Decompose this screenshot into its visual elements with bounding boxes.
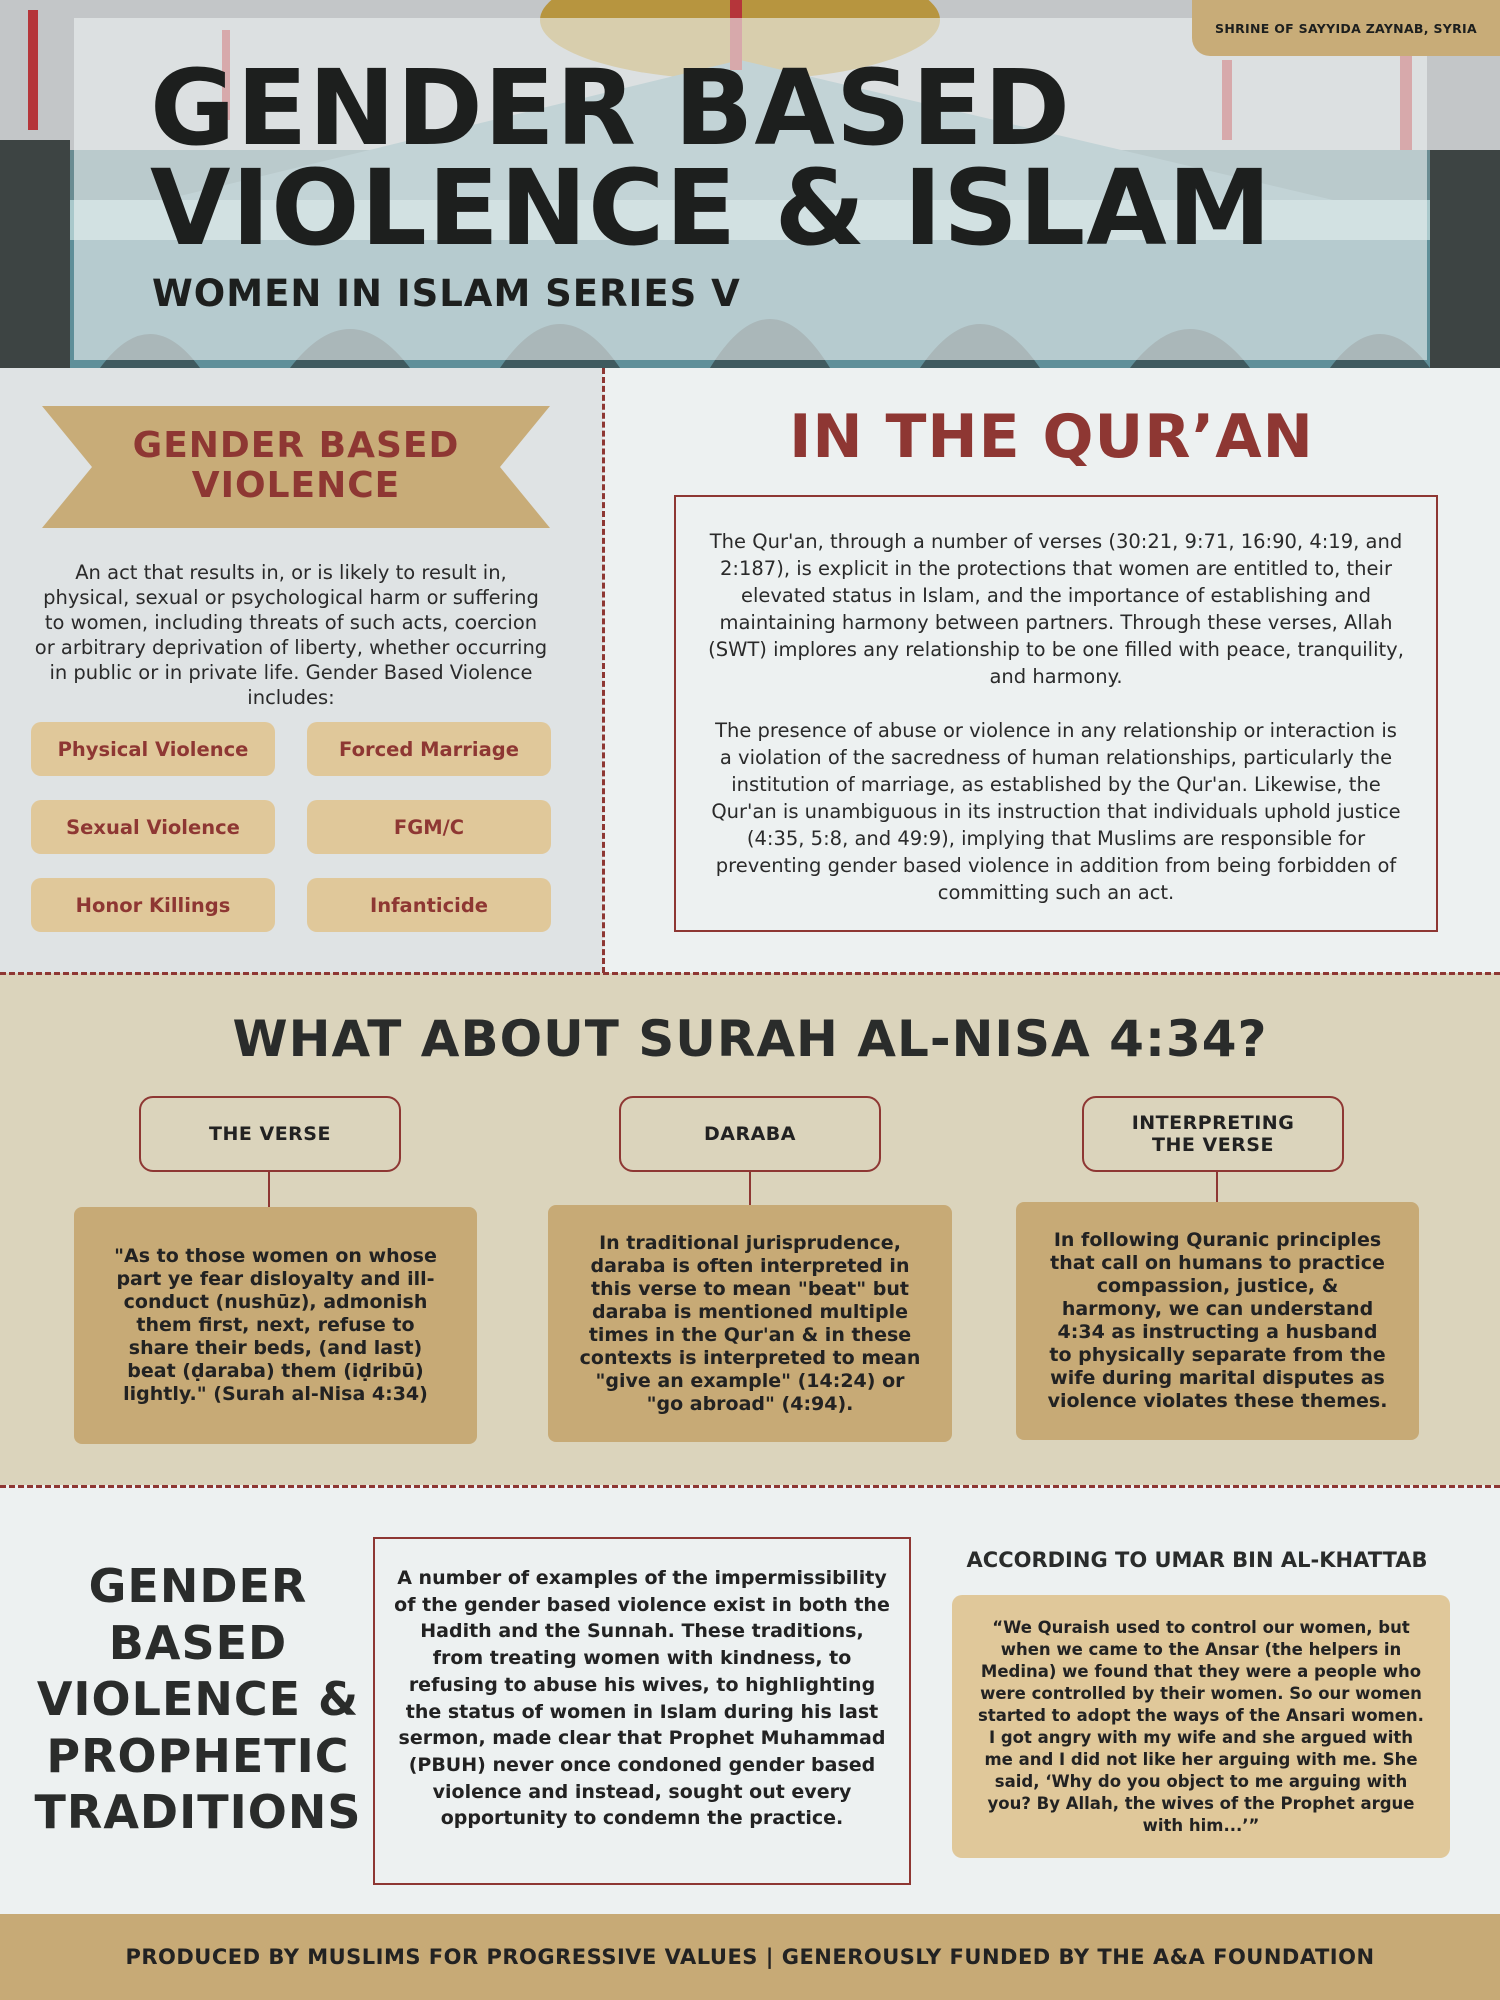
connector-daraba — [749, 1172, 751, 1205]
type-honor-killings: Honor Killings — [31, 878, 275, 932]
quran-paragraph-2: The presence of abuse or violence in any relationship or interaction is a violation of the sacredness of human relationships, particularly the institution of marriage, as established by the Qur'an. Likewise, the Qur'an is unambiguous in its instruction that individuals uphold justice (4:35, 5:8, and 49:9), implying that Muslims are responsible for preventing gender based violence in addition from being forbidden of committing such an act. — [711, 719, 1401, 904]
type-forced-marriage: Forced Marriage — [307, 722, 551, 776]
gbv-heading — [42, 426, 550, 506]
prophetic-traditions-heading — [30, 1558, 366, 1841]
card-interpreting-the-verse: In following Quranic principles that call on humans to practice compassion, justice, & harmony, we can understand 4:34 as instructing a husband to physically separate from the wife during marital disputes as violence violates these themes. — [1016, 1202, 1419, 1440]
page-title — [150, 47, 1300, 269]
gbv-heading-line-2: VIOLENCE — [191, 465, 401, 506]
prophetic-heading-line-1: GENDER — [88, 1559, 308, 1613]
prophetic-heading-line-4: PROPHETIC — [46, 1728, 350, 1783]
label-interpreting-the-verse: INTERPRETING THE VERSE — [1082, 1096, 1344, 1172]
location-tag: SHRINE OF SAYYIDA ZAYNAB, SYRIA — [1192, 0, 1500, 56]
prophetic-heading-line-5: TRADITIONS — [34, 1785, 362, 1839]
gbv-definition: An act that results in, or is likely to result in, physical, sexual or psychological harm or suffering to women, including threats of such acts, coercion or arbitrary deprivation of liberty, whether occurring in public or in private life. Gender Based Violence includes: — [34, 561, 548, 709]
umar-quote-heading: ACCORDING TO UMAR BIN AL-KHATTAB — [966, 1548, 1428, 1572]
quran-paragraph-1: The Qur'an, through a number of verses (30:21, 9:71, 16:90, 4:19, and 2:187), is explicit in the protections that women are entitled to, their elevated status in Islam, and the importance of establishing and maintaining harmony between partners. Through these verses, Allah (SWT) implores any relationship to be one filled with peace, tranquility, and harmony. — [708, 530, 1404, 688]
umar-quote-card: “We Quraish used to control our women, but when we came to the Ansar (the helpers in Medina) we found that they were a people who were controlled by their women. So our women started to adopt the ways of the Ansari women. I got angry with my wife and she argued with me and I did not like her arguing with me. She said, ‘Why do you object to me arguing with you? By Allah, the wives of the Prophet argue with him...’” — [952, 1595, 1450, 1858]
type-fgm-c: FGM/C — [307, 800, 551, 854]
quran-heading: IN THE QUR’AN — [789, 402, 1314, 472]
page-subtitle: WOMEN IN ISLAM SERIES V — [152, 272, 741, 315]
type-sexual-violence: Sexual Violence — [31, 800, 275, 854]
connector-the-verse — [268, 1172, 270, 1207]
title-line-2: VIOLENCE & ISLAM — [150, 147, 1273, 269]
hadith-text: A number of examples of the impermissibility of the gender based violence exist in both the Hadith and the Sunnah. These traditions, from treating women with kindness, to refusing to abuse his wives, to highlighting the status of women in Islam during his last sermon, made clear that Prophet Muhammad (PBUH) never once condoned gender based violence and instead, sought out every opportunity to condemn the practice. — [394, 1567, 890, 1830]
label-daraba: DARABA — [619, 1096, 881, 1172]
prophetic-heading-line-2: BASED — [108, 1615, 288, 1670]
card-daraba: In traditional jurisprudence, daraba is often interpreted in this verse to mean "beat" but daraba is mentioned multiple times in the Qur'an & in these contexts is interpreted to mean "give an example" (14:24) or "go abroad" (4:94). — [548, 1205, 952, 1442]
type-infanticide: Infanticide — [307, 878, 551, 932]
label-the-verse: THE VERSE — [139, 1096, 401, 1172]
prophetic-heading-line-3: VIOLENCE & — [36, 1672, 360, 1726]
surah-nisa-heading: WHAT ABOUT SURAH AL-NISA 4:34? — [232, 1010, 1268, 1068]
section-divider-top — [0, 972, 1500, 975]
section-divider-bottom — [0, 1485, 1500, 1488]
quran-text — [708, 528, 1404, 906]
gbv-heading-line-1: GENDER BASED — [132, 425, 460, 466]
card-the-verse: "As to those women on whose part ye fear disloyalty and ill-conduct (nushūz), admonish them first, next, refuse to share their beds, (and last) beat (ḍaraba) them (iḍribū) lightly." (Surah al-Nisa 4:34) — [74, 1207, 477, 1444]
type-physical-violence: Physical Violence — [31, 722, 275, 776]
footer-credits: PRODUCED BY MUSLIMS FOR PROGRESSIVE VALUES | GENEROUSLY FUNDED BY THE A&A FOUNDATION — [0, 1914, 1500, 2000]
connector-interpreting — [1216, 1172, 1218, 1202]
title-line-1: GENDER BASED — [150, 47, 1072, 169]
